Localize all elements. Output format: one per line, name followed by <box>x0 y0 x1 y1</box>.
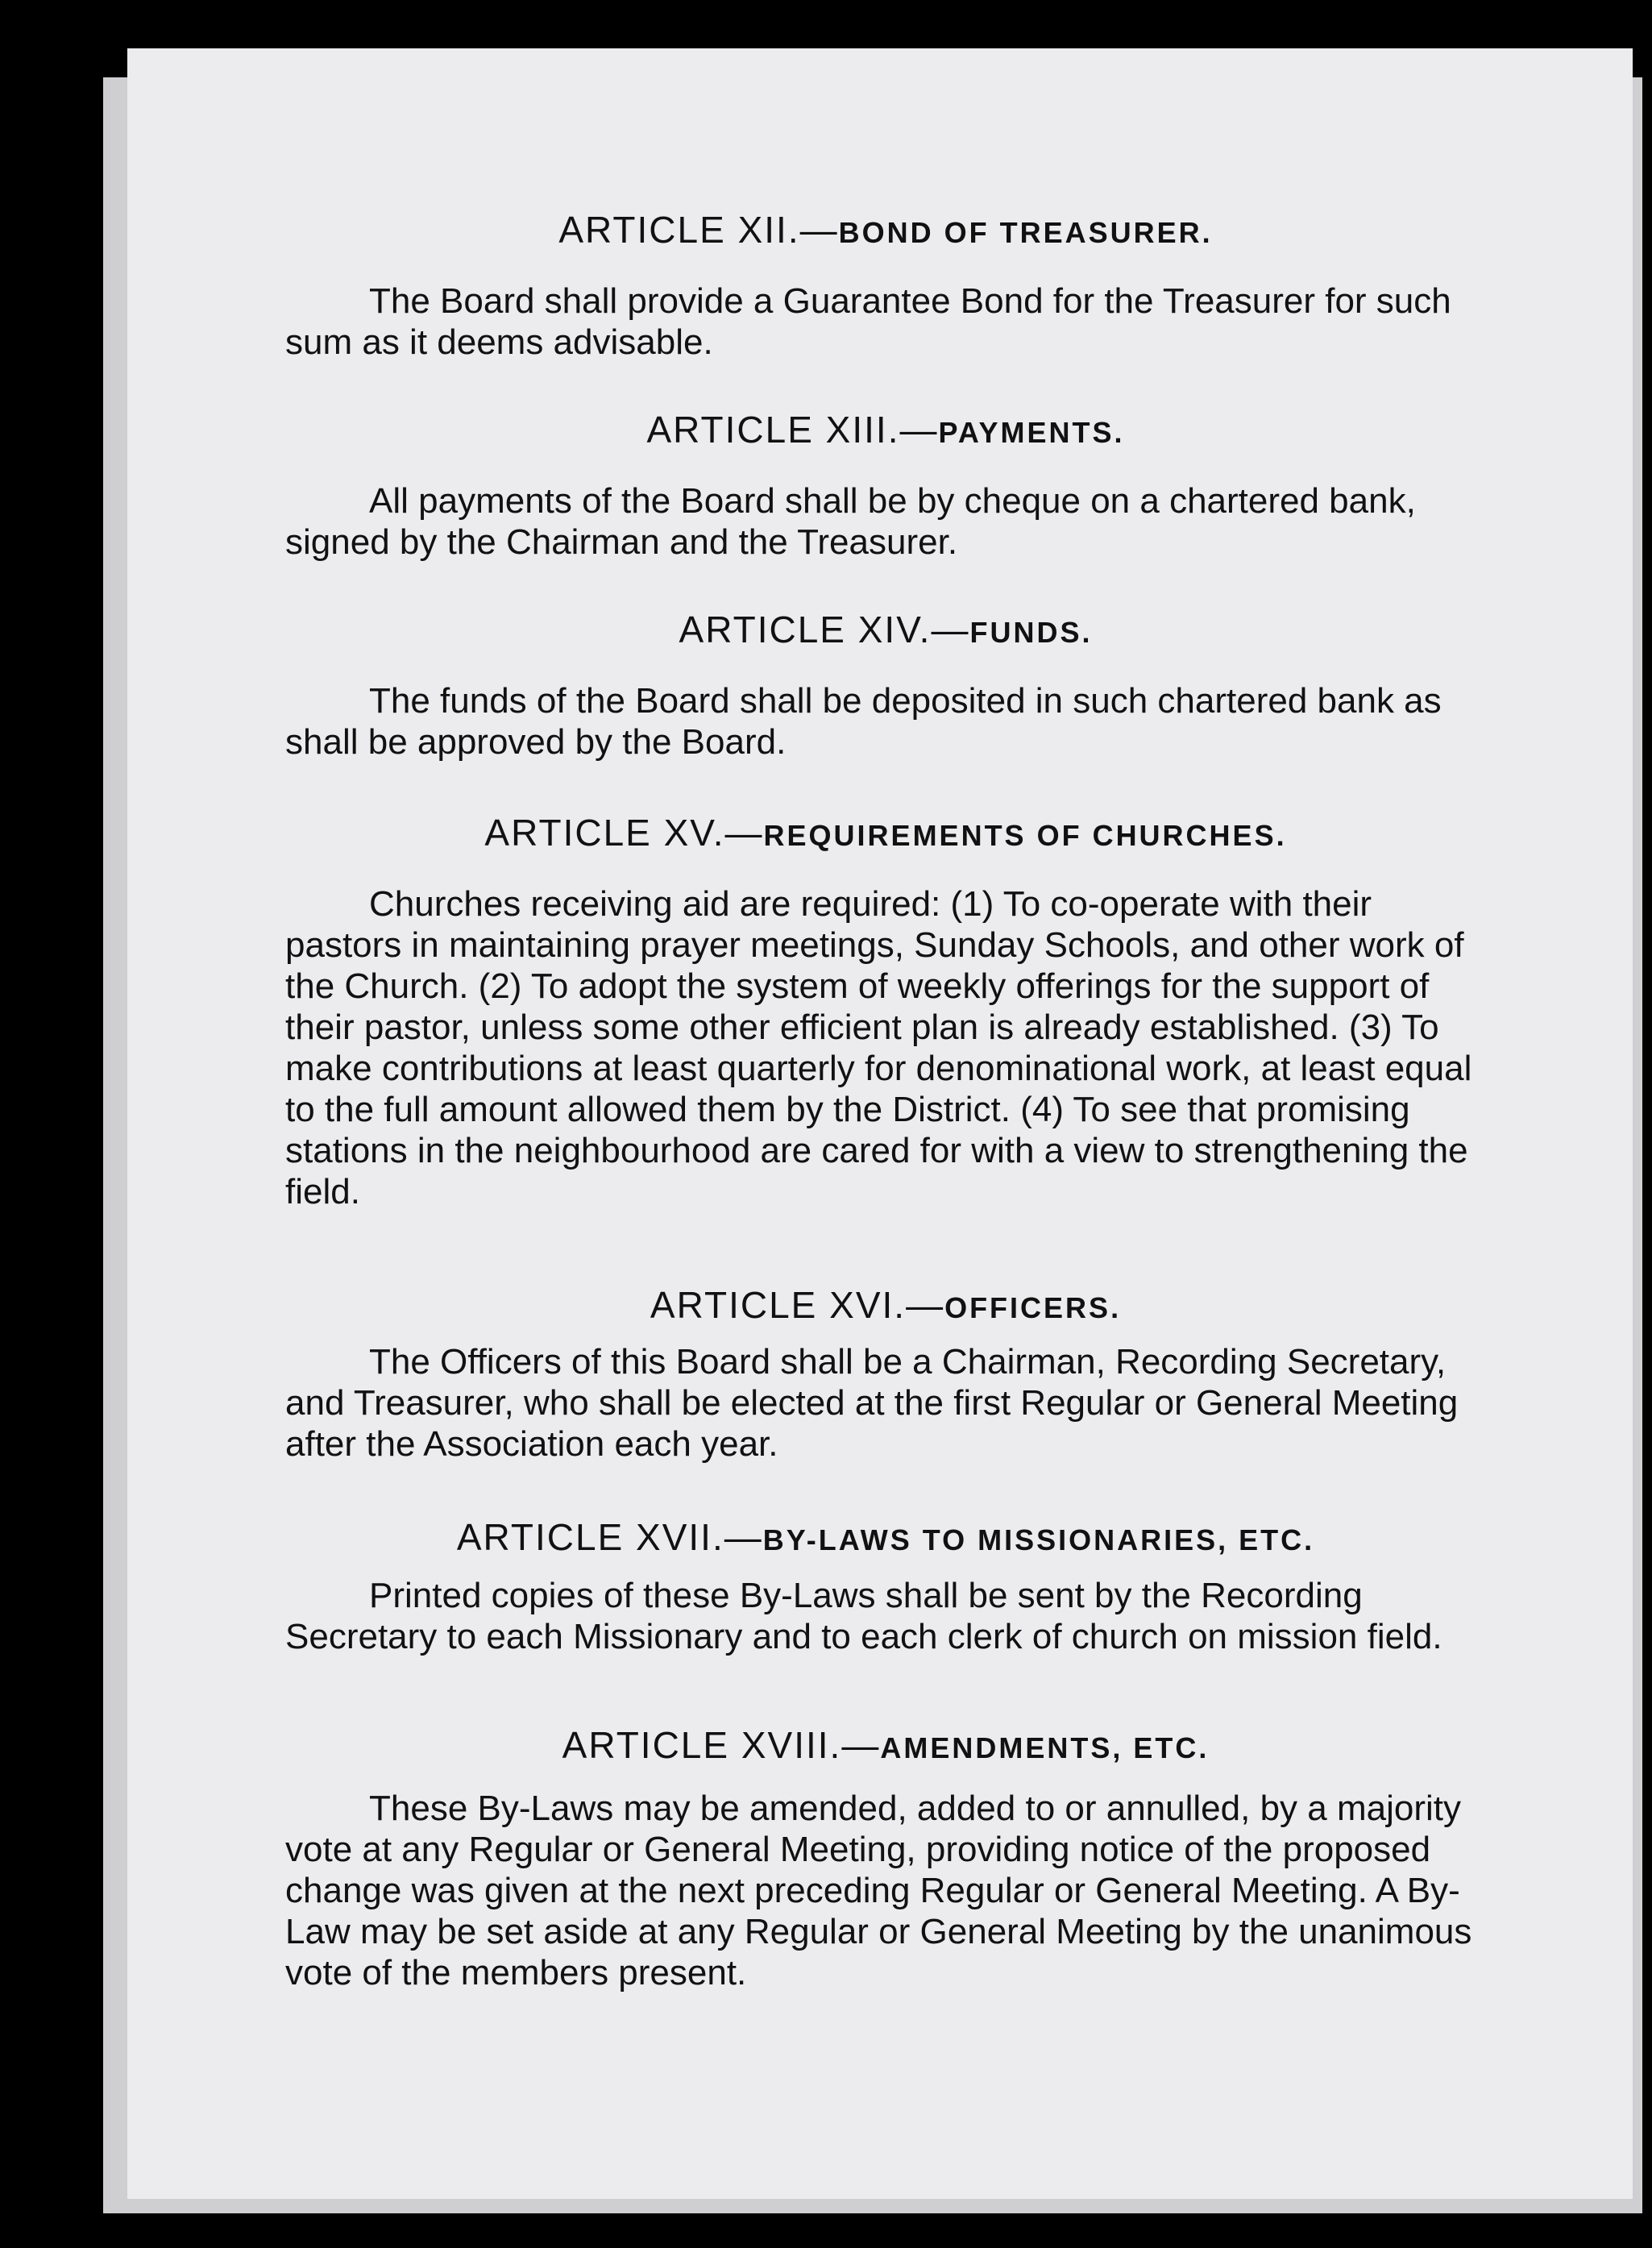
em-dash: — <box>724 1516 763 1558</box>
article-heading <box>285 608 1486 651</box>
article-title: REQUIREMENTS OF CHURCHES. <box>763 819 1287 852</box>
article-title: PAYMENTS. <box>938 416 1125 449</box>
article-title: FUNDS. <box>969 616 1093 649</box>
article-text: The funds of the Board shall be deposited in such chartered bank as shall be approved by the Board. <box>285 681 1442 762</box>
article-title: AMENDMENTS, ETC. <box>880 1731 1210 1764</box>
article-title: BY-LAWS TO MISSIONARIES, ETC. <box>762 1523 1315 1556</box>
em-dash: — <box>899 409 939 451</box>
article-number: ARTICLE XV. <box>484 812 725 854</box>
em-dash: — <box>799 209 839 251</box>
em-dash: — <box>906 1284 945 1326</box>
article-heading <box>285 408 1486 451</box>
article-number: ARTICLE XVI. <box>650 1284 907 1326</box>
article-text: Printed copies of these By-Laws shall be sent by the Recording Secretary to each Missionary and to each clerk of church on mission field. <box>285 1576 1442 1656</box>
article-text: Churches receiving aid are required: (1) To co-operate with their pastors in maintaining prayer meetings, Sunday Schools, and other work of the Church. (2) To adopt the system of weekly offerings for the support of their pastor, unless some other efficient plan is already established. (3) To make contributions at least quarterly for denominational work, at least equal to the full amount allowed them by the District. (4) To see that promising stations in the neighbourhood are cared for with a view to strengthening the field. <box>285 884 1472 1211</box>
article-heading <box>285 208 1486 251</box>
article-heading <box>285 1723 1486 1767</box>
article-title: BOND OF TREASURER. <box>838 216 1213 249</box>
article-text: These By-Laws may be amended, added to or annulled, by a majority vote at any Regular or General Meeting, providing notice of the proposed change was given at the next preceding Regular or General Meeting. A By-Law may be set aside at any Regular or General Meeting by the unanimous vote of the members present. <box>285 1789 1472 1992</box>
article-text: The Board shall provide a Guarantee Bond for the Treasurer for such sum as it deems advisable. <box>285 281 1451 362</box>
article-number: ARTICLE XIV. <box>679 609 932 650</box>
em-dash: — <box>724 812 764 854</box>
article-text: The Officers of this Board shall be a Chairman, Recording Secretary, and Treasurer, who shall be elected at the first Regular or General Meeting after the Association each year. <box>285 1342 1459 1464</box>
article-number: ARTICLE XVIII. <box>562 1724 842 1766</box>
article-heading <box>285 1283 1486 1327</box>
em-dash: — <box>841 1724 881 1766</box>
article-number: ARTICLE XII. <box>558 209 800 251</box>
article-number: ARTICLE XIII. <box>646 409 900 451</box>
em-dash: — <box>931 609 970 650</box>
article-number: ARTICLE XVII. <box>456 1516 724 1558</box>
article-title: OFFICERS. <box>944 1291 1122 1324</box>
article-heading <box>285 811 1486 854</box>
article-text: All payments of the Board shall be by cheque on a chartered bank, signed by the Chairman and the Treasurer. <box>285 481 1416 562</box>
article-heading <box>285 1515 1486 1559</box>
